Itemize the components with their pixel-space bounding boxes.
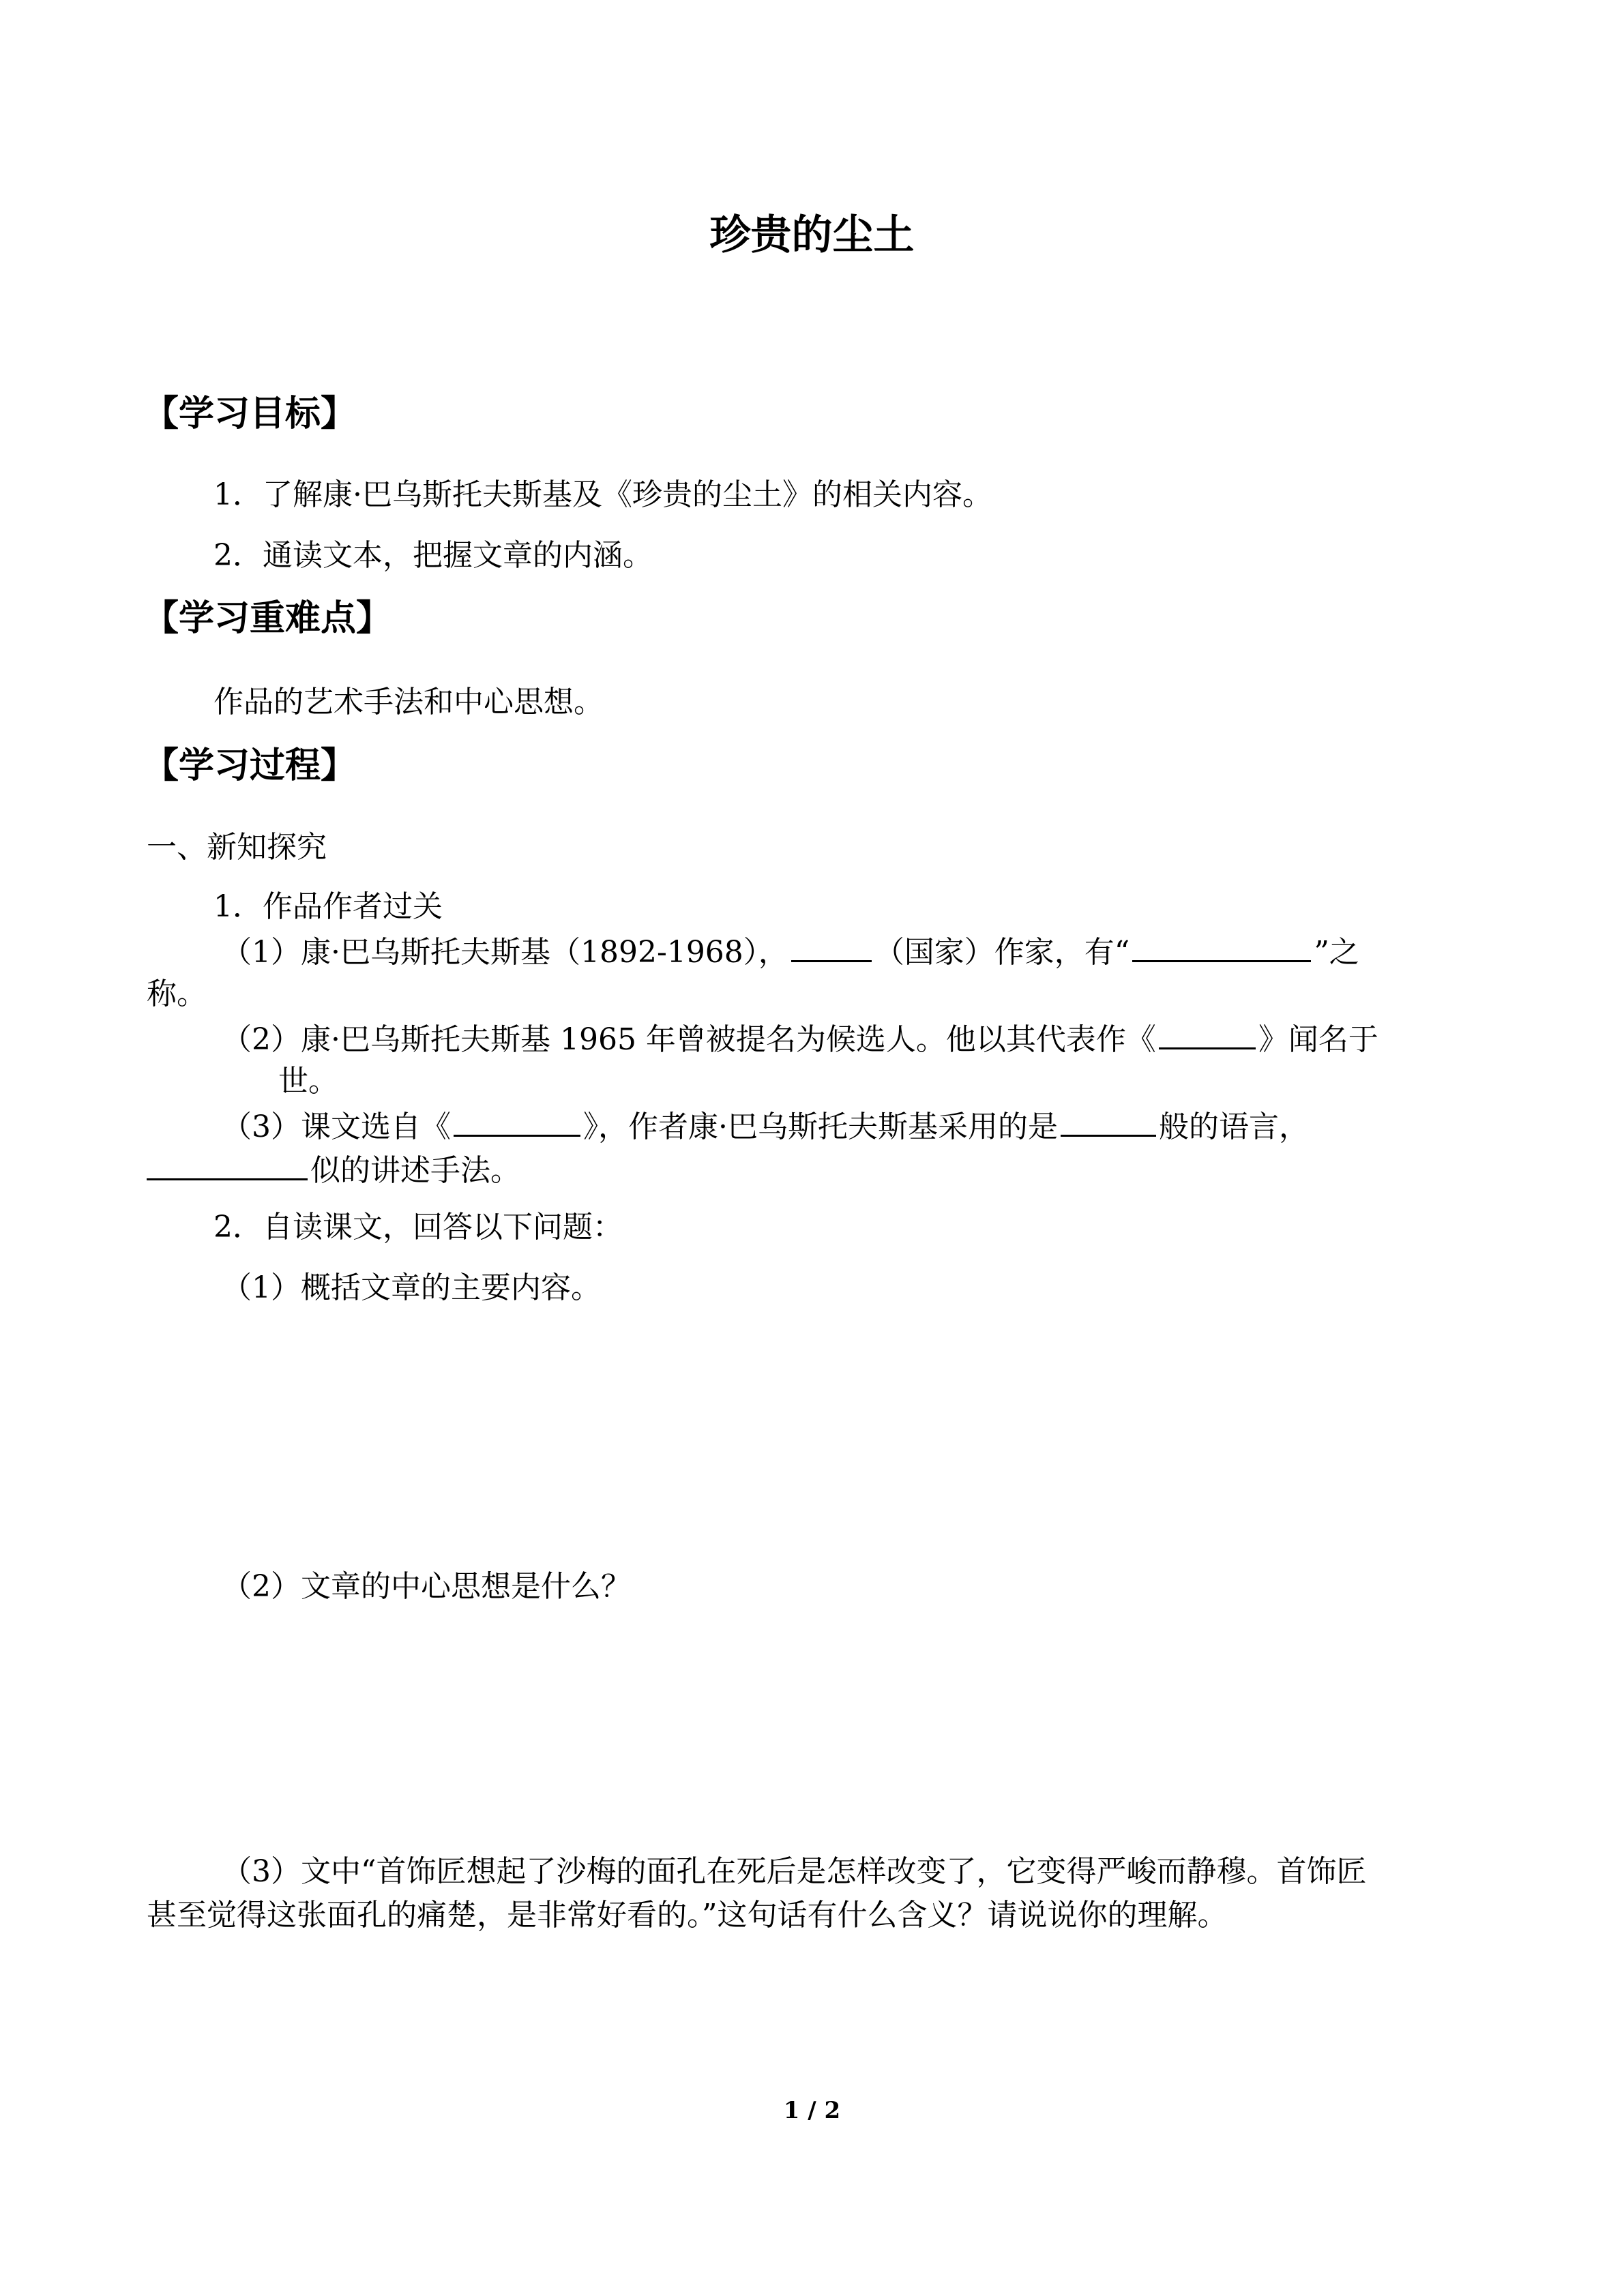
section-heading-key-points: 【学习重难点】 xyxy=(143,598,392,639)
question-1-1-text-b: （国家）作家，有“ xyxy=(874,935,1130,970)
question-2-3-line-2: 甚至觉得这张面孔的痛楚，是非常好看的。”这句话有什么含义？请说说你的理解。 xyxy=(147,1898,1228,1933)
answer-blank-country[interactable] xyxy=(791,929,872,962)
question-1-3-text-d: 似的讲述手法。 xyxy=(310,1153,520,1188)
question-1-3-text-b: 》，作者康·巴乌斯托夫斯基采用的是 xyxy=(583,1109,1058,1144)
answer-blank-source[interactable] xyxy=(454,1103,580,1137)
question-1-3-continuation xyxy=(147,1147,520,1193)
answer-blank-language[interactable] xyxy=(1061,1103,1156,1137)
page-number: 1 / 2 xyxy=(783,2097,841,2124)
question-1-2-text-a: （2）康·巴乌斯托夫斯基 1965 年曾被提名为候选人。他以其代表作《 xyxy=(222,1022,1156,1057)
section-heading-objectives: 【学习目标】 xyxy=(143,393,357,434)
question-1-1-line xyxy=(222,929,1359,974)
question-2-1: （1）概括文章的主要内容。 xyxy=(222,1270,601,1305)
question-1-2-line xyxy=(222,1016,1378,1062)
answer-blank-narration[interactable] xyxy=(147,1147,308,1180)
answer-blank-title[interactable] xyxy=(1132,929,1311,962)
question-2-2: （2）文章的中心思想是什么？ xyxy=(222,1569,631,1604)
question-2-3-line-1: （3）文中“首饰匠想起了沙梅的面孔在死后是怎样改变了，它变得严峻而静穆。首饰匠 xyxy=(222,1854,1367,1889)
question-1-1-text-a: （1）康·巴乌斯托夫斯基（1892-1968）， xyxy=(222,935,788,970)
key-points-text: 作品的艺术手法和中心思想。 xyxy=(213,685,604,719)
page-title: 珍贵的尘土 xyxy=(709,211,915,259)
question-1-3-text-a: （3）课文选自《 xyxy=(222,1109,451,1144)
section-heading-process: 【学习过程】 xyxy=(143,745,357,786)
objective-item-1: 1．了解康·巴乌斯托夫斯基及《珍贵的尘土》的相关内容。 xyxy=(213,477,992,512)
objective-item-2: 2．通读文本，把握文章的内涵。 xyxy=(213,538,653,573)
answer-blank-masterpiece[interactable] xyxy=(1159,1016,1256,1049)
question-1-1-continuation: 称。 xyxy=(147,976,207,1011)
question-1-title: 1．作品作者过关 xyxy=(213,889,443,924)
question-1-1-text-c: ”之 xyxy=(1314,935,1359,970)
question-1-3-line xyxy=(222,1103,1309,1149)
question-1-2-continuation: 世。 xyxy=(278,1064,338,1099)
question-2-title: 2．自读课文，回答以下问题： xyxy=(213,1210,623,1244)
part-heading-new-knowledge: 一、新知探究 xyxy=(147,830,327,865)
question-1-2-text-b: 》闻名于 xyxy=(1258,1022,1378,1057)
question-1-3-text-c: 般的语言， xyxy=(1159,1109,1309,1144)
